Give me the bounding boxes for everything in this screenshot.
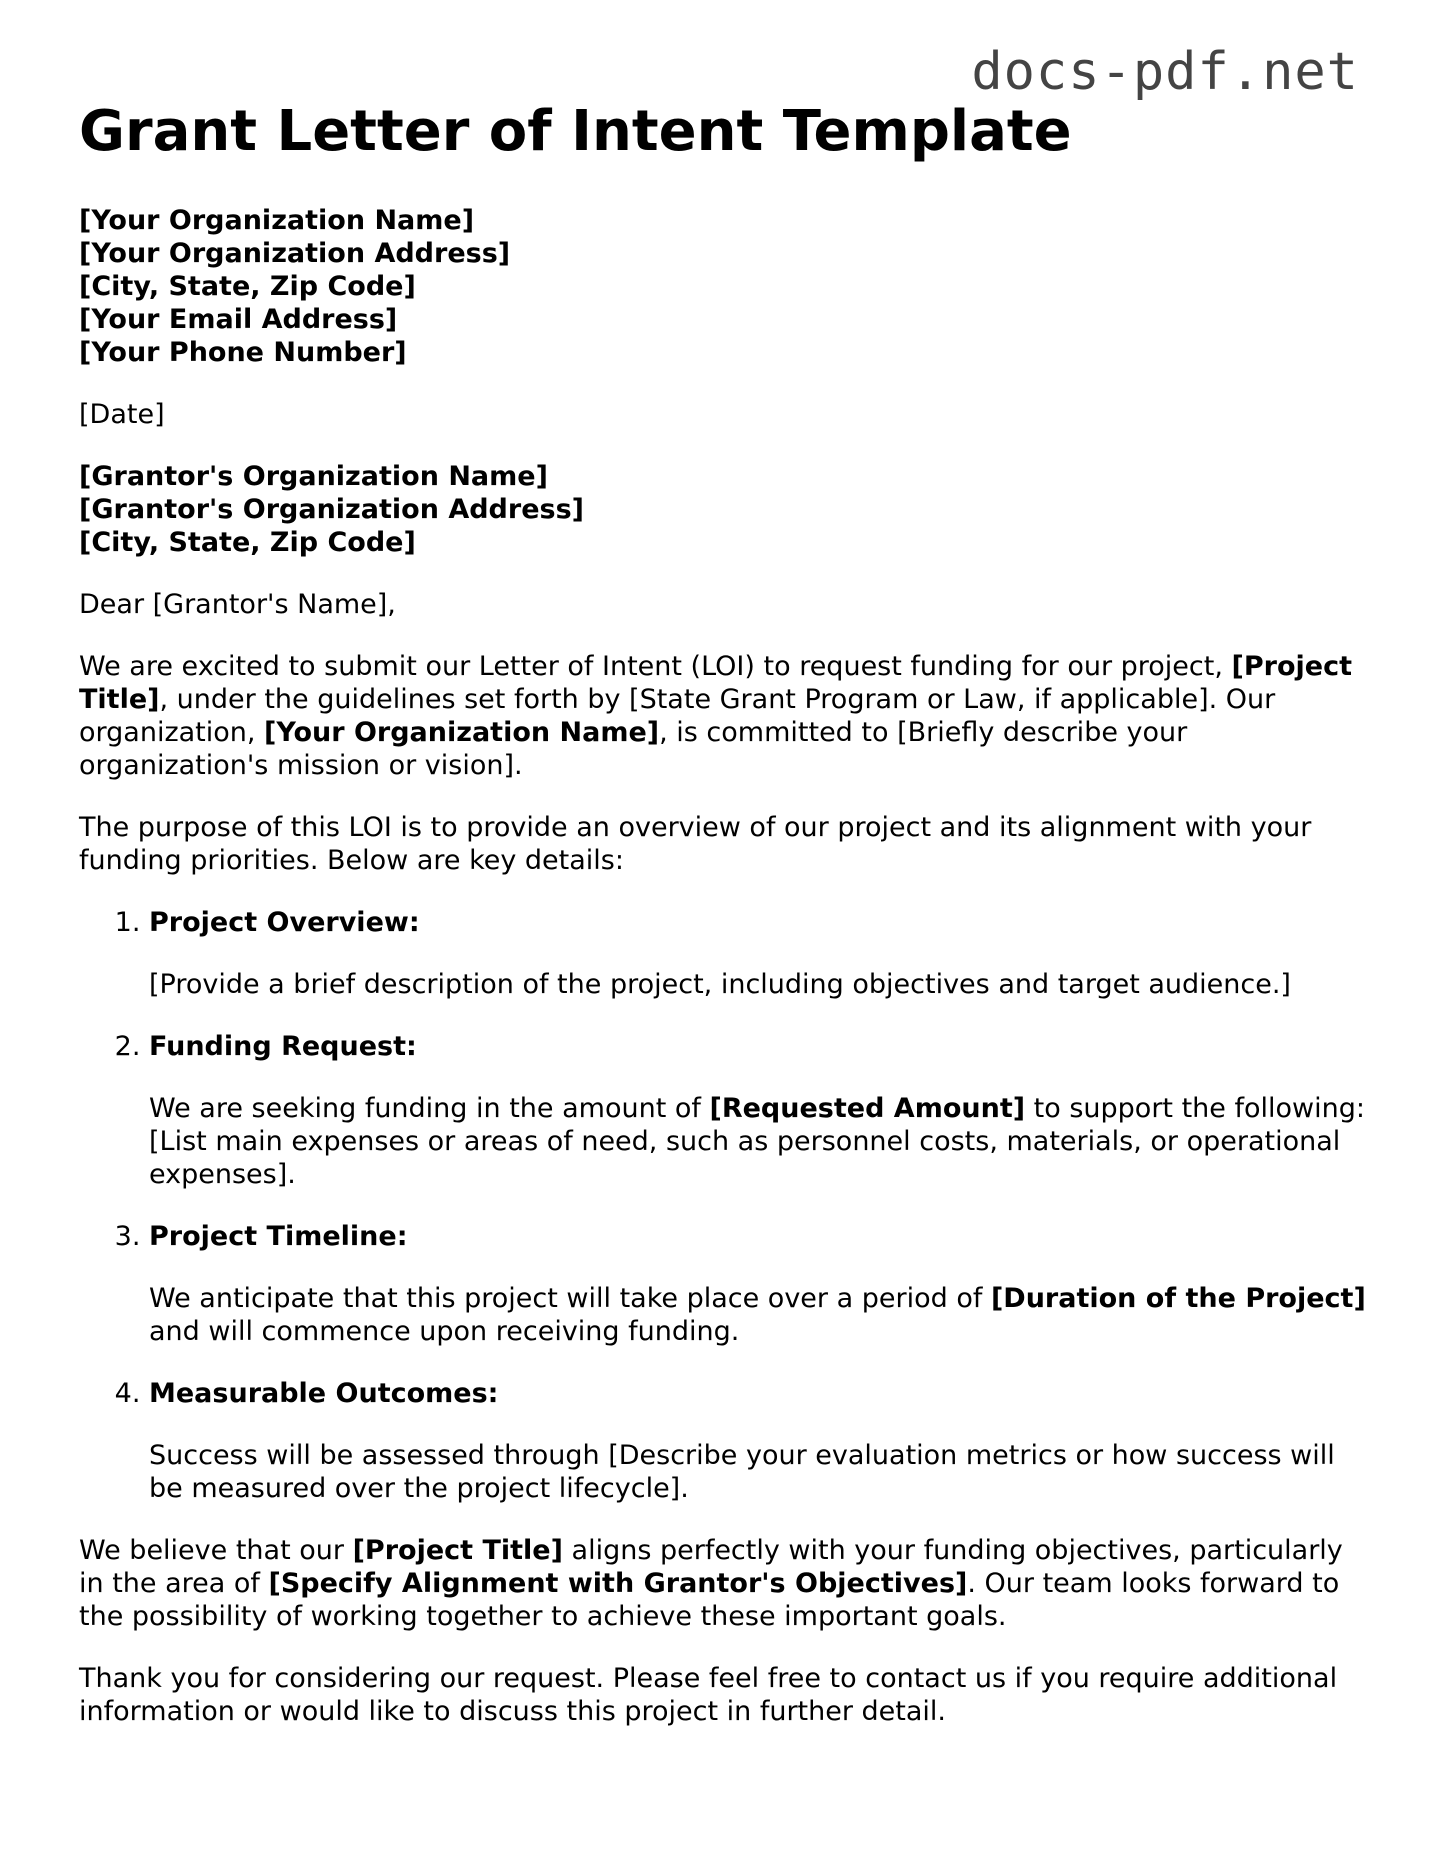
intro-text-2: , under the guidelines set forth by [State Grant Program or Law, if applicable]. Our organization, (79, 684, 1276, 748)
sender-phone: [Your Phone Number] (79, 337, 407, 368)
alignment-objectives: [Specify Alignment with Grantor's Objectives] (268, 1568, 968, 1599)
alignment-text-1: We believe that our (79, 1535, 353, 1566)
list-item-title: 1. Project Overview: (149, 907, 420, 938)
requested-amount: [Requested Amount] (709, 1093, 1026, 1124)
list-item (149, 1030, 1369, 1191)
recipient-org-address: [Grantor's Organization Address] (79, 494, 584, 525)
sender-org-name: [Your Organization Name] (79, 205, 475, 236)
alignment-text-3: . Our team looks forward to the possibility of working together to achieve these important goals. (79, 1568, 1340, 1632)
list-item-title: 4. Measurable Outcomes: (149, 1378, 499, 1409)
list-item-body: Success will be assessed through [Describe your evaluation metrics or how success will be measured over the project lifecycle]. (149, 1440, 1335, 1504)
sender-org-address: [Your Organization Address] (79, 238, 511, 269)
funding-text-1: We are seeking funding in the amount of (149, 1093, 710, 1124)
list-item (149, 1377, 1369, 1505)
alignment-project-title: [Project Title] (352, 1535, 563, 1566)
salutation: Dear [Grantor's Name], (79, 589, 396, 620)
intro-paragraph (79, 650, 1369, 782)
intro-project-title: [Project Title] (79, 651, 1352, 715)
list-item-title: 3. Project Timeline: (149, 1221, 408, 1252)
intro-org-name: [Your Organization Name] (264, 717, 660, 748)
list-item-body: [Provide a brief description of the project, including objectives and target audience.] (149, 969, 1291, 1000)
funding-text-2: to support the following: [List main expenses or areas of need, such as personnel costs, materials, or operational expenses]. (149, 1093, 1365, 1190)
alignment-text-2: aligns perfectly with your funding objectives, particularly in the area of (79, 1535, 1343, 1599)
intro-text-1: We are excited to submit our Letter of Intent (LOI) to request funding for our project, (79, 651, 1232, 682)
project-duration: [Duration of the Project] (990, 1283, 1366, 1314)
sender-city-state-zip: [City, State, Zip Code] (79, 271, 416, 302)
list-item (149, 1220, 1369, 1348)
recipient-org-name: [Grantor's Organization Name] (79, 461, 548, 492)
document-title: Grant Letter of Intent Template (79, 99, 1072, 164)
sender-email: [Your Email Address] (79, 304, 398, 335)
alignment-paragraph (79, 1534, 1369, 1633)
closing-paragraph: Thank you for considering our request. Please feel free to contact us if you require additional information or would like to discuss this project in further detail. (79, 1663, 1338, 1727)
sender-address-block (79, 204, 1369, 369)
document-page (79, 100, 1369, 1757)
letter-date: [Date] (79, 399, 165, 430)
recipient-city-state-zip: [City, State, Zip Code] (79, 527, 416, 558)
timeline-text-1: We anticipate that this project will take place over a period of (149, 1283, 991, 1314)
list-item-title: 2. Funding Request: (149, 1031, 417, 1062)
watermark: docs-pdf.net (971, 42, 1359, 102)
recipient-address-block (79, 460, 1369, 559)
list-item-body (149, 1092, 1369, 1191)
purpose-paragraph: The purpose of this LOI is to provide an overview of our project and its alignment with your funding priorities. Below are key details: (79, 812, 1312, 876)
intro-text-3: , is committed to [Briefly describe your organization's mission or vision]. (79, 717, 1188, 781)
list-item-body (149, 1282, 1369, 1348)
key-details-list (79, 906, 1369, 1505)
timeline-text-2: and will commence upon receiving funding. (149, 1316, 740, 1347)
list-item (149, 906, 1369, 1001)
